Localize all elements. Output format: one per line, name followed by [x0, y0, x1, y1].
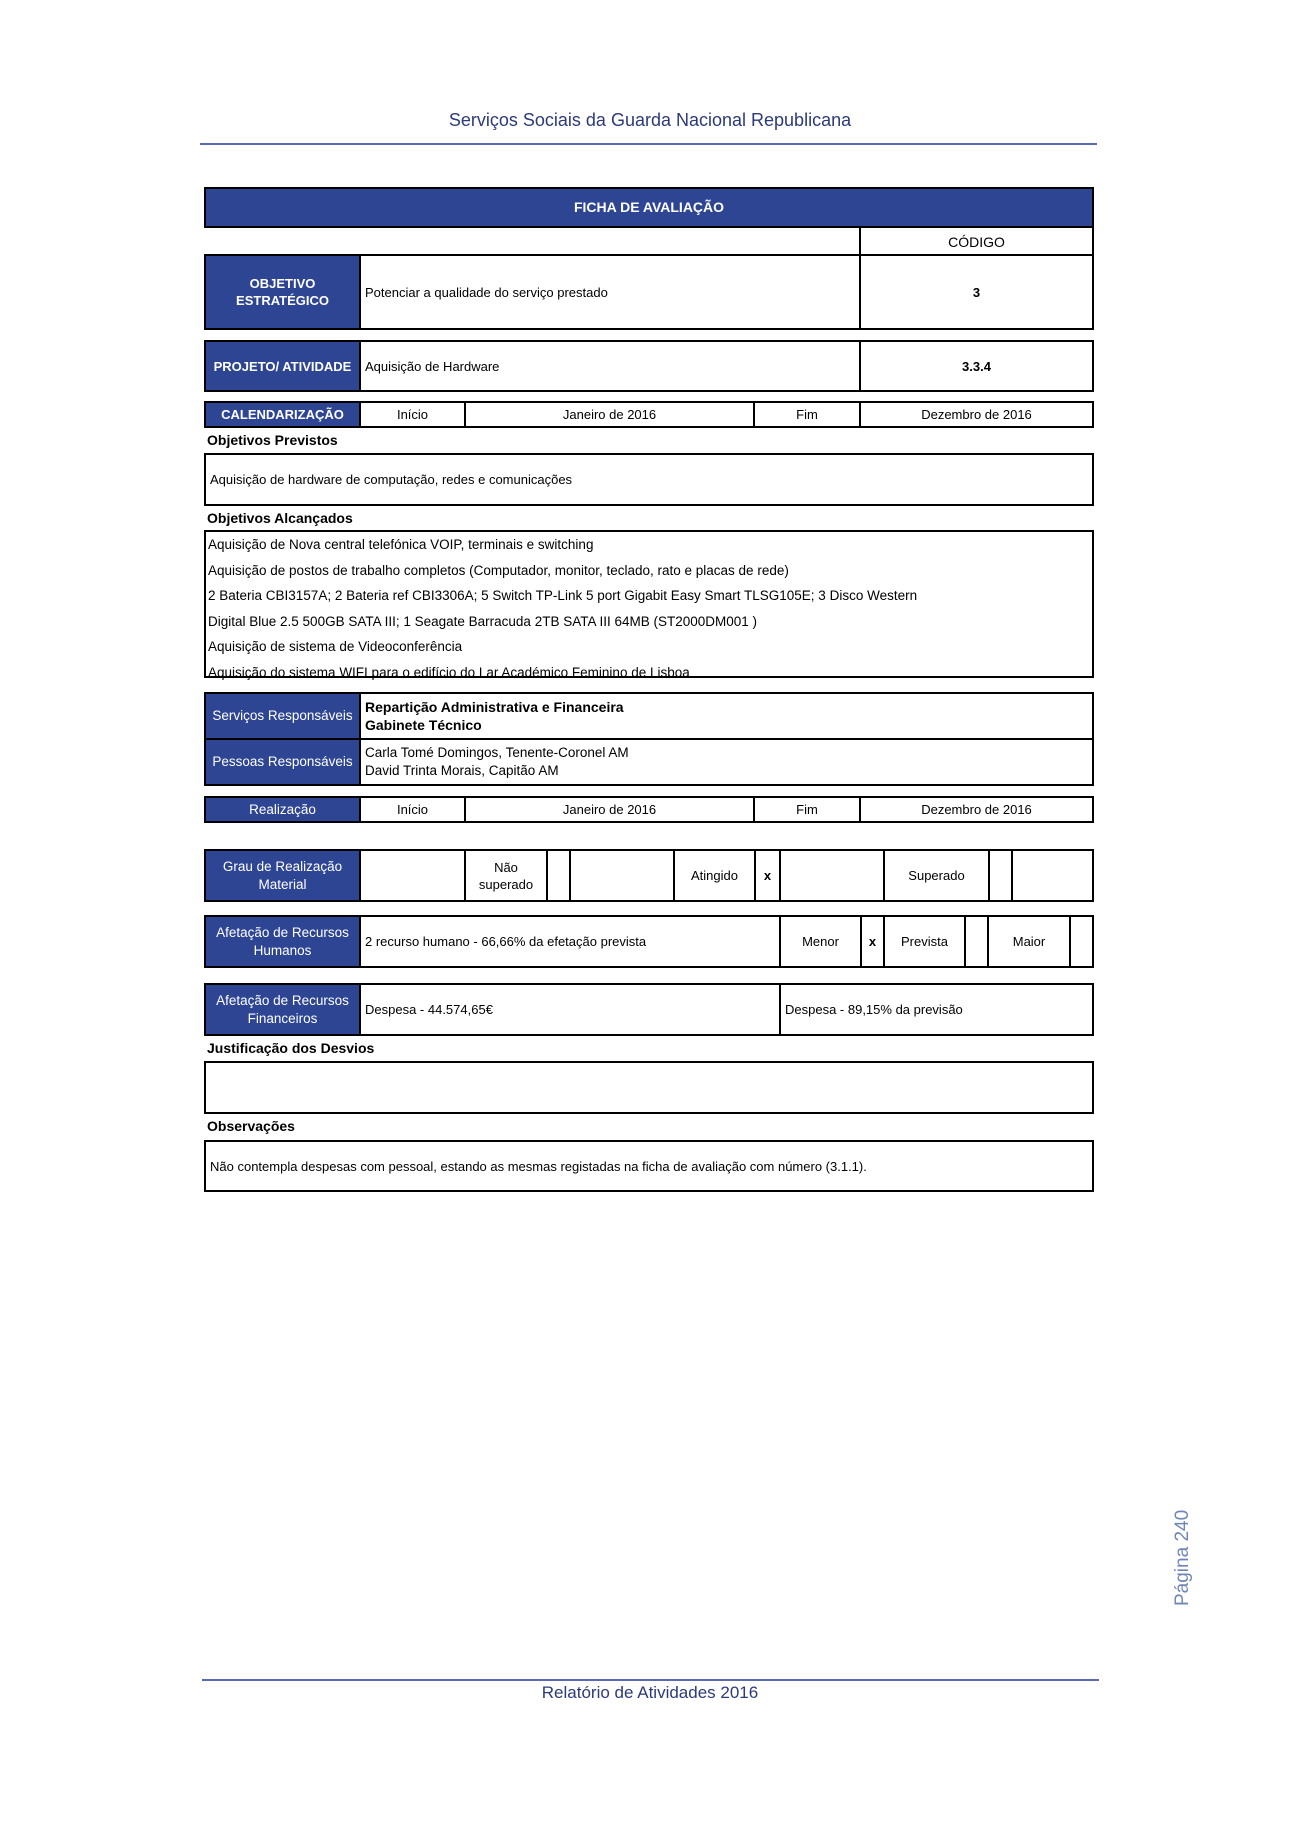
recursos-humanos-prevista-checkbox: [964, 915, 989, 968]
realizacao-inicio-label: Início: [359, 796, 466, 823]
calendarizacao-label: CALENDARIZAÇÃO: [204, 401, 361, 428]
codigo-label: CÓDIGO: [859, 226, 1094, 255]
pessoa-line: David Trinta Morais, Capitão AM: [365, 763, 559, 778]
footer-title: Relatório de Atividades 2016: [541, 1683, 759, 1702]
page-header-title: Serviços Sociais da Guarda Nacional Republicana: [448, 110, 852, 130]
list-item: 2 Bateria CBI3157A; 2 Bateria ref CBI3306A; 5 Switch TP-Link 5 port Gigabit Easy Smart TLSG105E; 3 Disco Western: [208, 588, 918, 603]
list-item: Aquisição de Nova central telefónica VOIP, terminais e switching: [208, 537, 594, 552]
pessoa-line: Carla Tomé Domingos, Tenente-Coronel AM: [365, 745, 629, 760]
servicos-responsaveis-label: Serviços Responsáveis: [204, 692, 361, 740]
pessoas-responsaveis-value: [359, 738, 1094, 786]
objetivos-alcancados-list: [204, 530, 1094, 678]
grau-nao-superado: Não superado: [464, 849, 548, 902]
calendarizacao-fim-value: Dezembro de 2016: [859, 401, 1094, 428]
calendarizacao-inicio-value: Janeiro de 2016: [464, 401, 755, 428]
objetivos-previstos-label: Objetivos Previstos: [207, 432, 338, 448]
form-title: FICHA DE AVALIAÇÃO: [204, 187, 1094, 228]
pessoas-responsaveis-label: Pessoas Responsáveis: [204, 738, 361, 786]
recursos-humanos-text: 2 recurso humano - 66,66% da efetação prevista: [359, 915, 781, 968]
realizacao-label: Realização: [204, 796, 361, 823]
servico-line: Repartição Administrativa e Financeira: [365, 699, 624, 715]
objetivo-estrategico-label: OBJETIVO ESTRATÉGICO: [204, 254, 361, 330]
recursos-humanos-maior-checkbox: [1069, 915, 1094, 968]
observacoes-label: Observações: [207, 1118, 295, 1134]
recursos-humanos-menor: Menor: [779, 915, 862, 968]
objetivos-previstos-text: Aquisição de hardware de computação, redes e comunicações: [204, 453, 1094, 506]
objetivo-codigo: 3: [859, 254, 1094, 330]
justificacao-label: Justificação dos Desvios: [207, 1040, 375, 1056]
recursos-humanos-mark: x: [860, 915, 885, 968]
observacoes-text: Não contempla despesas com pessoal, estando as mesmas registadas na ficha de avaliação com número (3.1.1).: [204, 1140, 1094, 1192]
list-item: Aquisição do sistema WIFI para o edifício do Lar Académico Feminino de Lisboa: [208, 664, 690, 680]
list-item: Aquisição de sistema de Videoconferência: [208, 639, 463, 654]
grau-blank-cell: [569, 849, 675, 902]
list-item: Digital Blue 2.5 500GB SATA III; 1 Seagate Barracuda 2TB SATA III 64MB (ST2000DM001 ): [208, 613, 758, 629]
recursos-humanos-prevista: Prevista: [883, 915, 966, 968]
calendarizacao-inicio-label: Início: [359, 401, 466, 428]
projeto-atividade-label: PROJETO/ ATIVIDADE: [204, 340, 361, 392]
servicos-responsaveis-value: [359, 692, 1094, 740]
recursos-humanos-maior: Maior: [987, 915, 1071, 968]
justificacao-text: [204, 1061, 1094, 1114]
objetivo-estrategico-value: Potenciar a qualidade do serviço prestado: [359, 254, 861, 330]
realizacao-fim-value: Dezembro de 2016: [859, 796, 1094, 823]
grau-blank-cell: [779, 849, 885, 902]
page-number: Página 240: [1172, 1509, 1193, 1606]
servico-line: Gabinete Técnico: [365, 717, 482, 733]
grau-realizacao-label: Grau de Realização Material: [204, 849, 361, 902]
grau-atingido-mark: x: [754, 849, 781, 902]
footer-rule: [202, 1679, 1099, 1681]
grau-atingido: Atingido: [673, 849, 756, 902]
projeto-atividade-value: Aquisição de Hardware: [359, 340, 861, 392]
grau-superado: Superado: [883, 849, 990, 902]
realizacao-inicio-value: Janeiro de 2016: [464, 796, 755, 823]
header-rule: [200, 143, 1097, 145]
recursos-financeiros-despesa: Despesa - 44.574,65€: [359, 983, 781, 1036]
grau-nao-superado-checkbox: [546, 849, 571, 902]
calendarizacao-fim-label: Fim: [753, 401, 861, 428]
grau-blank-cell: [1011, 849, 1094, 902]
realizacao-fim-label: Fim: [753, 796, 861, 823]
objetivos-alcancados-label: Objetivos Alcançados: [207, 510, 353, 526]
grau-superado-checkbox: [988, 849, 1013, 902]
recursos-humanos-label: Afetação de Recursos Humanos: [204, 915, 361, 968]
projeto-codigo: 3.3.4: [859, 340, 1094, 392]
recursos-financeiros-percent: Despesa - 89,15% da previsão: [779, 983, 1094, 1036]
recursos-financeiros-label: Afetação de Recursos Financeiros: [204, 983, 361, 1036]
grau-blank-cell: [359, 849, 466, 902]
list-item: Aquisição de postos de trabalho completos (Computador, monitor, teclado, rato e placas de rede): [208, 562, 789, 578]
